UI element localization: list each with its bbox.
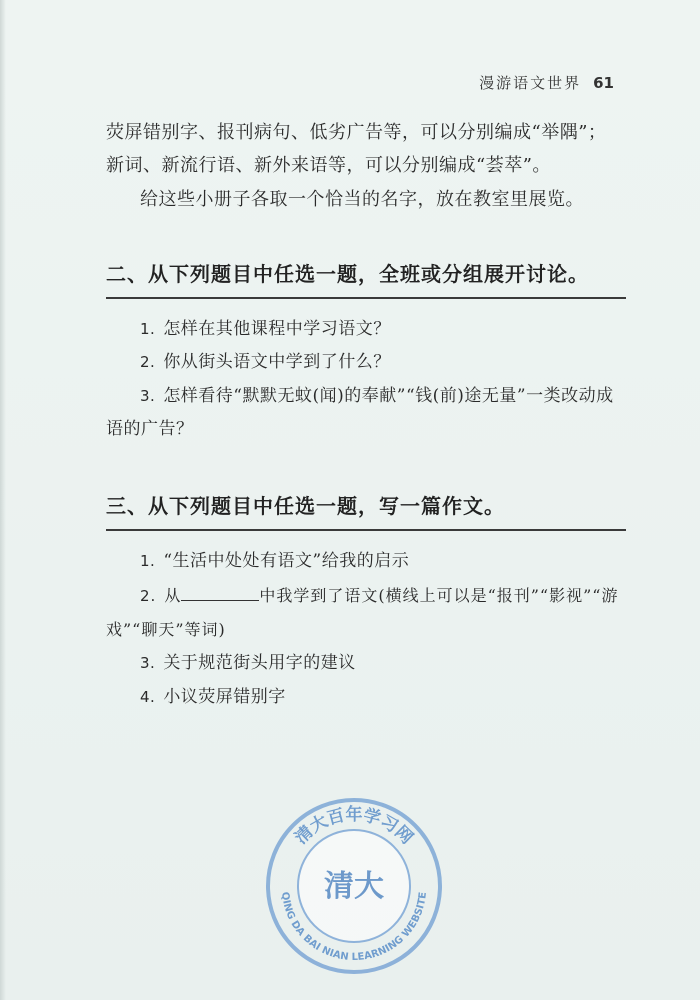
- item-text: 你从街头语文中学到了什么？: [163, 352, 391, 372]
- book-title: 漫游语文世界: [479, 74, 582, 92]
- watermark-seal: [264, 796, 444, 976]
- item-number: 1.: [140, 552, 156, 570]
- item-number: 1.: [140, 320, 156, 338]
- seal-bottom-text: QING DA BAI NIAN LEARNING WEBSITE: [279, 891, 429, 964]
- section-3-title: 三、从下列题目中任选一题，写一篇作文。: [106, 490, 626, 531]
- fill-in-blank-line: [181, 584, 259, 601]
- running-header: [479, 72, 614, 93]
- section-2-item-2: [140, 346, 630, 379]
- intro-instruction: 给这些小册子各取一个恰当的名字，放在教室里展览。: [140, 189, 584, 210]
- intro-line-1: 荧屏错别字、报刊病句、低劣广告等，可以分别编成“举隅”；: [106, 122, 607, 143]
- section-2-item-3: [106, 380, 630, 446]
- item-number: 4.: [140, 688, 156, 706]
- item-text-before: 从: [164, 586, 182, 605]
- item-text: 小议荧屏错别字: [163, 687, 286, 707]
- section-2-title: 二、从下列题目中任选一题，全班或分组展开讨论。: [106, 258, 626, 299]
- item-number: 2.: [140, 353, 156, 371]
- page-number: 61: [593, 74, 614, 92]
- item-text: 怎样在其他课程中学习语文？: [163, 319, 391, 339]
- item-text-after: 中我学到了语文(横线上可以是“报刊”“影视”“游戏”“聊天”等词): [106, 586, 619, 639]
- section-3-item-2: [106, 579, 630, 646]
- item-number: 3.: [140, 387, 156, 405]
- page-binding-edge: [0, 0, 6, 1000]
- section-3-item-1: [140, 545, 630, 578]
- section-3-item-3: [140, 647, 630, 680]
- section-3-item-4: [140, 681, 630, 714]
- section-2-item-1: [140, 313, 630, 346]
- intro-paragraph: [106, 116, 626, 182]
- item-text: 怎样看待“默默无蚊(闻)的奉献”“钱(前)途无量”一类改动成语的广告？: [106, 386, 614, 439]
- item-text: 关于规范街头用字的建议: [163, 653, 356, 673]
- item-number: 2.: [140, 587, 157, 605]
- intro-line-2: 新词、新流行语、新外来语等，可以分别编成“荟萃”。: [106, 155, 551, 176]
- seal-center-text: 清大: [324, 869, 384, 904]
- item-text: “生活中处处有语文”给我的启示: [163, 551, 410, 571]
- item-number: 3.: [140, 654, 156, 672]
- seal-top-text: 清大百年学习网: [291, 805, 417, 849]
